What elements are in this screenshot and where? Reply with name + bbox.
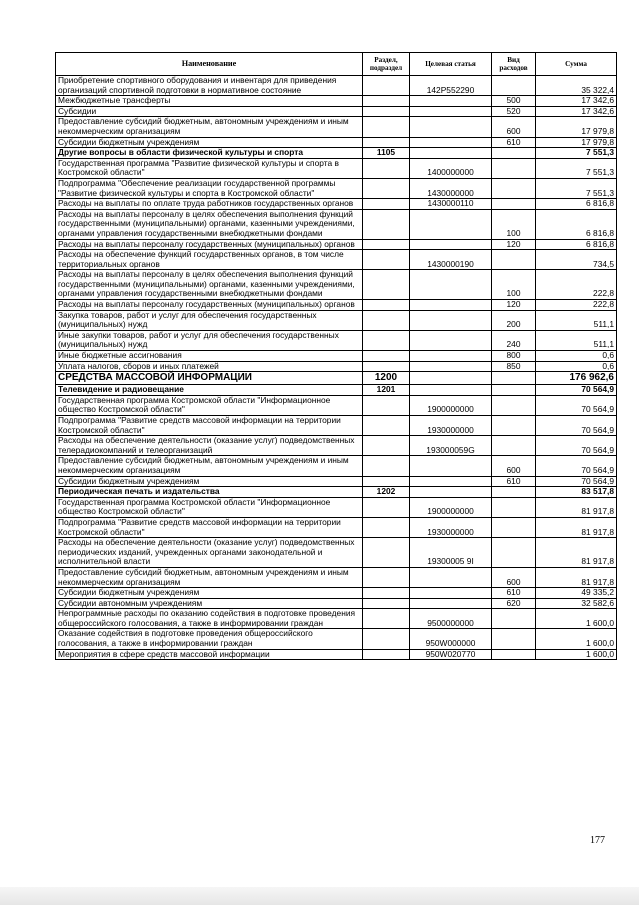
cell-sum: 70 564,9: [536, 456, 617, 476]
cell-purpose: [410, 310, 492, 330]
cell-purpose: [410, 567, 492, 587]
cell-purpose: [410, 487, 492, 498]
cell-vid: [492, 609, 536, 629]
cell-vid: 850: [492, 361, 536, 372]
cell-sum: 81 917,8: [536, 567, 617, 587]
cell-purpose: 1400000000: [410, 158, 492, 178]
cell-sum: 176 962,6: [536, 372, 617, 385]
cell-sum: 7 551,3: [536, 148, 617, 159]
cell-vid: [492, 372, 536, 385]
cell-code: [363, 476, 410, 487]
cell-code: [363, 361, 410, 372]
table-row: [56, 270, 617, 300]
header-section: Раздел, подраздел: [363, 53, 410, 76]
table-row: [56, 178, 617, 198]
cell-sum: 1 600,0: [536, 629, 617, 649]
cell-name: Расходы на выплаты персоналу государственных (муниципальных) органов: [56, 300, 363, 311]
table-row: [56, 300, 617, 311]
cell-name: Субсидии: [56, 106, 363, 117]
cell-name: Подпрограмма "Развитие средств массовой информации на территории Костромской области": [56, 517, 363, 537]
cell-code: [363, 497, 410, 517]
cell-name: Телевидение и радиовещание: [56, 385, 363, 396]
table-row: [56, 158, 617, 178]
cell-sum: 81 917,8: [536, 497, 617, 517]
cell-vid: 600: [492, 117, 536, 137]
cell-vid: [492, 436, 536, 456]
cell-code: [363, 300, 410, 311]
cell-name: Государственная программа Костромской области "Информационное общество Костромской области": [56, 395, 363, 415]
cell-name: Расходы на выплаты персоналу в целях обеспечения выполнения функций государственными (муниципальными) органами, казенными учреждениями, органами управления государственными внебюджетными фондами: [56, 209, 363, 239]
cell-purpose: 1430000190: [410, 250, 492, 270]
cell-purpose: 950W000000: [410, 629, 492, 649]
cell-sum: 17 979,8: [536, 137, 617, 148]
cell-sum: 511,1: [536, 330, 617, 350]
cell-code: [363, 310, 410, 330]
table-row: [56, 385, 617, 396]
cell-sum: 1 600,0: [536, 649, 617, 660]
cell-sum: 70 564,9: [536, 385, 617, 396]
cell-purpose: 1930000000: [410, 517, 492, 537]
cell-code: [363, 436, 410, 456]
cell-purpose: [410, 209, 492, 239]
cell-code: 1201: [363, 385, 410, 396]
cell-sum: 7 551,3: [536, 178, 617, 198]
table-row: [56, 538, 617, 568]
cell-name: Расходы на выплаты по оплате труда работников государственных органов: [56, 199, 363, 210]
table-row: [56, 609, 617, 629]
table-row: [56, 361, 617, 372]
cell-name: Расходы на обеспечение функций государственных органов, в том числе территориальных органов: [56, 250, 363, 270]
cell-purpose: 193000059G: [410, 436, 492, 456]
cell-vid: 600: [492, 456, 536, 476]
cell-purpose: [410, 96, 492, 107]
cell-purpose: 142P552290: [410, 76, 492, 96]
table-row: [56, 117, 617, 137]
cell-name: Другие вопросы в области физической культуры и спорта: [56, 148, 363, 159]
cell-vid: [492, 497, 536, 517]
cell-sum: 70 564,9: [536, 436, 617, 456]
cell-name: Предоставление субсидий бюджетным, автономным учреждениям и иным некоммерческим организациям: [56, 456, 363, 476]
cell-name: Закупка товаров, работ и услуг для обеспечения государственных (муниципальных) нужд: [56, 310, 363, 330]
table-row: [56, 330, 617, 350]
cell-name: Непрограммные расходы по оказанию содействия в подготовке проведения общероссийского голосования, а также в информировании граждан: [56, 609, 363, 629]
cell-purpose: [410, 106, 492, 117]
cell-code: [363, 106, 410, 117]
cell-purpose: 9500000000: [410, 609, 492, 629]
cell-vid: [492, 487, 536, 498]
cell-sum: 35 322,4: [536, 76, 617, 96]
cell-sum: 7 551,3: [536, 158, 617, 178]
cell-purpose: 1430000110: [410, 199, 492, 210]
cell-sum: 81 917,8: [536, 538, 617, 568]
table-row: [56, 250, 617, 270]
cell-code: [363, 137, 410, 148]
cell-code: [363, 76, 410, 96]
cell-vid: [492, 629, 536, 649]
cell-code: [363, 649, 410, 660]
table-row: [56, 199, 617, 210]
cell-sum: 32 582,6: [536, 598, 617, 609]
table-row: [56, 395, 617, 415]
cell-vid: 500: [492, 96, 536, 107]
cell-vid: 620: [492, 598, 536, 609]
cell-sum: 1 600,0: [536, 609, 617, 629]
cell-sum: 49 335,2: [536, 588, 617, 599]
cell-name: Предоставление субсидий бюджетным, автономным учреждениям и иным некоммерческим организациям: [56, 567, 363, 587]
cell-name: СРЕДСТВА МАССОВОЙ ИНФОРМАЦИИ: [56, 372, 363, 385]
table-row: [56, 96, 617, 107]
table-row: [56, 456, 617, 476]
cell-vid: 240: [492, 330, 536, 350]
scan-edge: [0, 887, 639, 905]
cell-purpose: [410, 117, 492, 137]
cell-sum: 70 564,9: [536, 416, 617, 436]
cell-purpose: [410, 476, 492, 487]
cell-code: [363, 178, 410, 198]
cell-sum: 0,6: [536, 361, 617, 372]
header-sum: Сумма: [536, 53, 617, 76]
cell-code: [363, 395, 410, 415]
cell-code: [363, 239, 410, 250]
table-row: [56, 567, 617, 587]
cell-sum: 17 342,6: [536, 96, 617, 107]
cell-code: [363, 250, 410, 270]
cell-name: Субсидии бюджетным учреждениям: [56, 137, 363, 148]
cell-code: [363, 538, 410, 568]
cell-purpose: [410, 137, 492, 148]
cell-name: Государственная программа "Развитие физической культуры и спорта в Костромской области": [56, 158, 363, 178]
cell-vid: 800: [492, 351, 536, 362]
table-row: [56, 436, 617, 456]
cell-sum: 70 564,9: [536, 476, 617, 487]
cell-vid: 520: [492, 106, 536, 117]
cell-vid: [492, 395, 536, 415]
cell-sum: 0,6: [536, 351, 617, 362]
cell-code: [363, 209, 410, 239]
cell-purpose: 1430000000: [410, 178, 492, 198]
table-row: [56, 239, 617, 250]
cell-purpose: [410, 300, 492, 311]
cell-sum: 81 917,8: [536, 517, 617, 537]
cell-sum: 6 816,8: [536, 209, 617, 239]
budget-table: [55, 52, 617, 660]
cell-name: Подпрограмма "Обеспечение реализации государственной программы "Развитие физической культуры и спорта в Костромской области": [56, 178, 363, 198]
cell-purpose: 1930000000: [410, 416, 492, 436]
cell-purpose: [410, 588, 492, 599]
cell-vid: 200: [492, 310, 536, 330]
cell-vid: [492, 385, 536, 396]
cell-vid: 100: [492, 270, 536, 300]
cell-name: Периодическая печать и издательства: [56, 487, 363, 498]
cell-purpose: [410, 456, 492, 476]
cell-name: Государственная программа Костромской области "Информационное общество Костромской области": [56, 497, 363, 517]
cell-name: Субсидии автономным учреждениям: [56, 598, 363, 609]
cell-name: Мероприятия в сфере средств массовой информации: [56, 649, 363, 660]
table-row: [56, 476, 617, 487]
cell-name: Уплата налогов, сборов и иных платежей: [56, 361, 363, 372]
cell-name: Оказание содействия в подготовке проведения общероссийского голосования, а также в информировании граждан: [56, 629, 363, 649]
cell-purpose: [410, 351, 492, 362]
cell-sum: 83 517,8: [536, 487, 617, 498]
cell-purpose: [410, 148, 492, 159]
table-row: [56, 497, 617, 517]
cell-vid: 100: [492, 209, 536, 239]
cell-purpose: [410, 330, 492, 350]
cell-vid: [492, 76, 536, 96]
cell-vid: [492, 178, 536, 198]
cell-code: [363, 456, 410, 476]
table-body: [56, 76, 617, 660]
cell-code: [363, 96, 410, 107]
cell-name: Субсидии бюджетным учреждениям: [56, 476, 363, 487]
cell-name: Межбюджетные трансферты: [56, 96, 363, 107]
cell-purpose: [410, 239, 492, 250]
cell-purpose: 1900000000: [410, 497, 492, 517]
cell-vid: [492, 649, 536, 660]
table-row: [56, 209, 617, 239]
cell-code: 1202: [363, 487, 410, 498]
cell-name: Предоставление субсидий бюджетным, автономным учреждениям и иным некоммерческим организациям: [56, 117, 363, 137]
cell-code: [363, 351, 410, 362]
table-row: [56, 372, 617, 385]
cell-sum: 17 979,8: [536, 117, 617, 137]
table-row: [56, 416, 617, 436]
cell-vid: [492, 148, 536, 159]
table-row: [56, 76, 617, 96]
cell-name: Расходы на выплаты персоналу в целях обеспечения выполнения функций государственными (муниципальными) органами, казенными учреждениями, органами управления государственными внебюджетными фондами: [56, 270, 363, 300]
cell-sum: 17 342,6: [536, 106, 617, 117]
cell-code: [363, 270, 410, 300]
cell-purpose: 19300005 9I: [410, 538, 492, 568]
header-name: Наименование: [56, 53, 363, 76]
table-row: [56, 649, 617, 660]
cell-code: [363, 330, 410, 350]
table-row: [56, 517, 617, 537]
table-header-row: [56, 53, 617, 76]
cell-name: Подпрограмма "Развитие средств массовой информации на территории Костромской области": [56, 416, 363, 436]
cell-code: [363, 117, 410, 137]
cell-vid: [492, 250, 536, 270]
cell-name: Иные закупки товаров, работ и услуг для обеспечения государственных (муниципальных) нужд: [56, 330, 363, 350]
cell-purpose: [410, 361, 492, 372]
cell-code: [363, 629, 410, 649]
cell-sum: 70 564,9: [536, 395, 617, 415]
table-row: [56, 148, 617, 159]
cell-name: Расходы на обеспечение деятельности (оказание услуг) подведомственных периодических изданий, учрежденных органами законодательной и исполнительной власти: [56, 538, 363, 568]
cell-purpose: [410, 385, 492, 396]
table-row: [56, 137, 617, 148]
cell-sum: 6 816,8: [536, 239, 617, 250]
cell-code: [363, 158, 410, 178]
cell-code: [363, 588, 410, 599]
cell-sum: 734,5: [536, 250, 617, 270]
table-row: [56, 310, 617, 330]
table-row: [56, 106, 617, 117]
page-number: 177: [590, 835, 605, 846]
cell-vid: 610: [492, 476, 536, 487]
table-row: [56, 629, 617, 649]
cell-vid: 610: [492, 137, 536, 148]
cell-sum: 222,8: [536, 270, 617, 300]
cell-sum: 511,1: [536, 310, 617, 330]
cell-sum: 6 816,8: [536, 199, 617, 210]
cell-sum: 222,8: [536, 300, 617, 311]
cell-code: [363, 517, 410, 537]
cell-vid: [492, 517, 536, 537]
cell-purpose: [410, 598, 492, 609]
cell-name: Расходы на выплаты персоналу государственных (муниципальных) органов: [56, 239, 363, 250]
cell-code: [363, 609, 410, 629]
cell-code: 1105: [363, 148, 410, 159]
cell-name: Приобретение спортивного оборудования и инвентаря для приведения организаций спортивной подготовки в нормативное состояние: [56, 76, 363, 96]
cell-vid: [492, 158, 536, 178]
cell-purpose: [410, 270, 492, 300]
table-row: [56, 351, 617, 362]
header-expense-type: Вид расходов: [492, 53, 536, 76]
cell-code: [363, 567, 410, 587]
cell-name: Иные бюджетные ассигнования: [56, 351, 363, 362]
cell-name: Субсидии бюджетным учреждениям: [56, 588, 363, 599]
header-purpose: Целевая статья: [410, 53, 492, 76]
cell-vid: [492, 199, 536, 210]
table-row: [56, 588, 617, 599]
cell-code: [363, 199, 410, 210]
cell-name: Расходы на обеспечение деятельности (оказание услуг) подведомственных телерадиокомпаний и телеорганизаций: [56, 436, 363, 456]
cell-purpose: 1900000000: [410, 395, 492, 415]
cell-vid: [492, 538, 536, 568]
cell-code: [363, 598, 410, 609]
cell-purpose: 950W020770: [410, 649, 492, 660]
cell-vid: 610: [492, 588, 536, 599]
table-row: [56, 598, 617, 609]
cell-purpose: [410, 372, 492, 385]
table-row: [56, 487, 617, 498]
cell-vid: 600: [492, 567, 536, 587]
cell-code: [363, 416, 410, 436]
cell-code: 1200: [363, 372, 410, 385]
cell-vid: [492, 416, 536, 436]
cell-vid: 120: [492, 300, 536, 311]
cell-vid: 120: [492, 239, 536, 250]
